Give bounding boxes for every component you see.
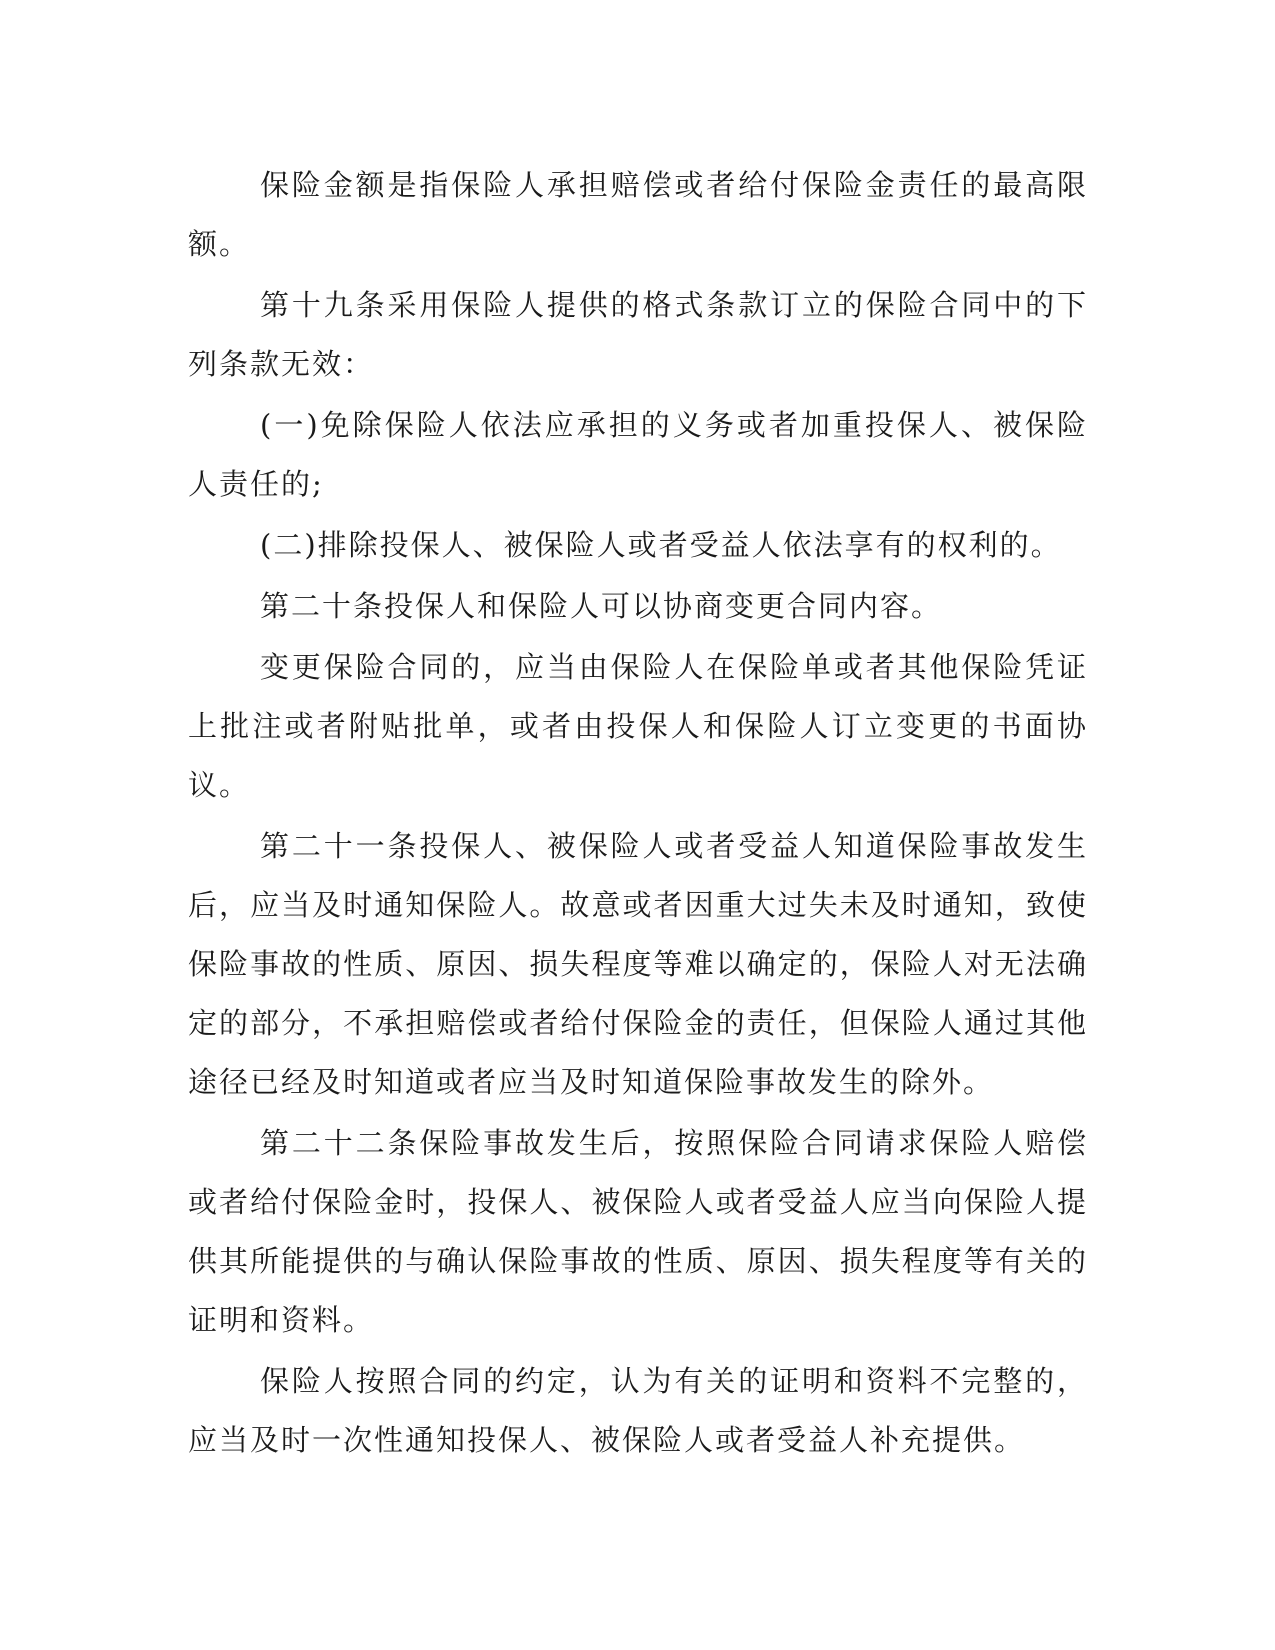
paragraph-article-19: 第十九条采用保险人提供的格式条款订立的保险合同中的下列条款无效： <box>188 288 1088 381</box>
paragraph-article-21: 第二十一条投保人、被保险人或者受益人知道保险事故发生后，应当及时通知保险人。故意或者因重大过失未及时通知，致使保险事故的性质、原因、损失程度等难以确定的，保险人对无法确定的部分，不承担赔偿或者给付保险金的责任，但保险人通过其他途径已经及时知道或者应当及时知道保险事故发生的除外。 <box>188 829 1088 1099</box>
paragraph-supplement: 保险人按照合同的约定，认为有关的证明和资料不完整的，应当及时一次性通知投保人、被保险人或者受益人补充提供。 <box>188 1364 1088 1457</box>
paragraph-article-20: 第二十条投保人和保险人可以协商变更合同内容。 <box>260 589 943 623</box>
paragraph-article-22: 第二十二条保险事故发生后，按照保险合同请求保险人赔偿或者给付保险金时，投保人、被保险人或者受益人应当向保险人提供其所能提供的与确认保险事故的性质、原因、损失程度等有关的证明和资料。 <box>188 1126 1088 1337</box>
paragraph-item-1: (一)免除保险人依法应承担的义务或者加重投保人、被保险人责任的; <box>188 408 1088 501</box>
paragraph-insured-amount: 保险金额是指保险人承担赔偿或者给付保险金责任的最高限额。 <box>188 168 1088 261</box>
paragraph-item-2: (二)排除投保人、被保险人或者受益人依法享有的权利的。 <box>260 528 1062 562</box>
document-body <box>188 156 1088 1470</box>
paragraph-contract-change: 变更保险合同的，应当由保险人在保险单或者其他保险凭证上批注或者附贴批单，或者由投保人和保险人订立变更的书面协议。 <box>188 650 1088 802</box>
